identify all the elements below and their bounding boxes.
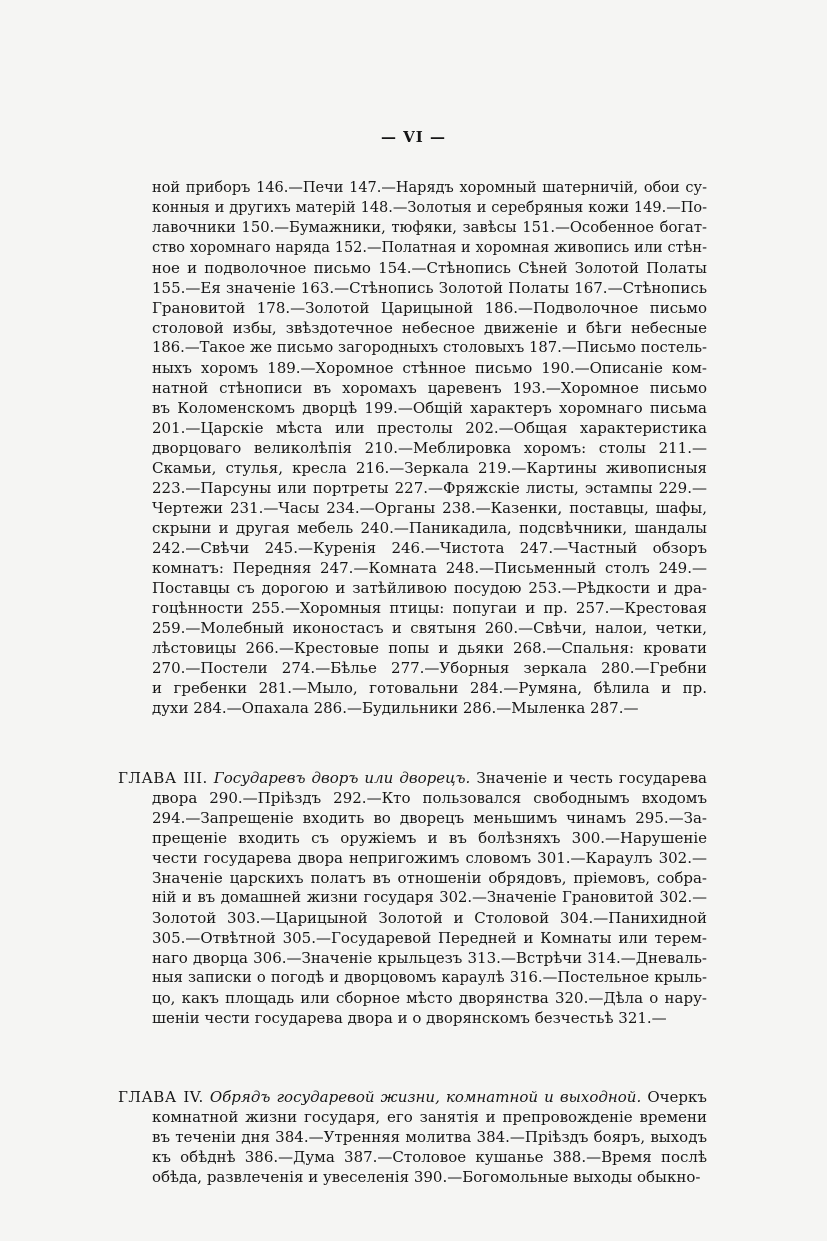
chapter-text-line: въ теченіи дня 384.—Утренняя молитва 384.—Пріѣздъ бояръ, выходъ	[152, 1128, 707, 1146]
chapter-text-line: ныя записки о погодѣ и дворцовомъ караулѣ 316.—Постельное крыль-	[152, 969, 707, 986]
text-line: 155.—Ея значеніе 163.—Стѣнопись Золотой Полаты 167.—Стѣнопись	[152, 279, 707, 297]
text-line: Грановитой 178.—Золотой Царицыной 186.—Подволочное письмо	[152, 299, 707, 317]
page-number: — VI —	[380, 128, 447, 146]
text-line: конныя и другихъ матерій 148.—Золотыя и серебряныя кожи 149.—По-	[152, 200, 707, 216]
text-line: гоцѣнности 255.—Хоромныя птицы: попугаи и пр. 257.—Крестовая	[152, 599, 707, 617]
chapter-text-line: прещеніе входить съ оружіемъ и въ болѣзняхъ 300.—Нарушеніе	[152, 829, 707, 847]
chapter-label: ГЛАВА IV.	[118, 1088, 204, 1106]
chapter-label: ГЛАВА III.	[118, 769, 208, 787]
chapter-text-line: цо, какъ площадь или сборное мѣсто дворянства 320.—Дѣла о нару-	[152, 989, 707, 1007]
chapter-text-line: шеніи чести государева двора и о дворянскомъ безчестьѣ 321.—	[152, 1009, 667, 1027]
text-line: ной приборъ 146.—Печи 147.—Нарядъ хоромный шатерничій, обои су-	[152, 180, 707, 196]
text-line: ство хоромнаго наряда 152.—Полатная и хоромная живопись или стѣн-	[152, 240, 707, 256]
text-line: духи 284.—Опахала 286.—Будильники 286.—Мыленка 287.—	[152, 699, 639, 717]
text-line: ное и подволочное письмо 154.—Стѣнопись Сѣней Золотой Полаты	[152, 259, 707, 277]
text-line: и гребенки 281.—Мыло, готовальни 284.—Румяна, бѣлила и пр.	[152, 679, 707, 697]
chapter-text-line: Золотой 303.—Царицыной Золотой и Столовой 304.—Панихидной	[152, 909, 707, 927]
text-line: дворцоваго великолѣпія 210.—Меблировка хоромъ: столы 211.—	[152, 439, 707, 457]
text-line: скрыни и другая мебель 240.—Паникадила, подсвѣчники, шандалы	[152, 519, 707, 537]
chapter-text-line: ній и въ домашней жизни государя 302.—Значеніе Грановитой 302.—	[152, 889, 707, 906]
text-line: 259.—Молебный иконостасъ и святыня 260.—Свѣчи, налои, четки,	[152, 619, 707, 637]
chapter-text-line: обѣда, развлеченія и увеселенія 390.—Богомольные выходы обыкно-	[152, 1168, 701, 1186]
chapter-text-line: 305.—Отвѣтной 305.—Государевой Передней и Комнаты или терем-	[152, 929, 707, 947]
text-line: комнатъ: Передняя 247.—Комната 248.—Письменный столъ 249.—	[152, 559, 707, 577]
chapter-text-line: наго дворца 306.—Значеніе крыльцезъ 313.—Встрѣчи 314.—Дневаль-	[152, 949, 707, 967]
chapter-heading-line	[118, 768, 707, 788]
text-line: столовой избы, звѣздотечное небесное движеніе и бѣги небесные	[152, 319, 707, 337]
text-line: лавочники 150.—Бумажники, тюфяки, завѣсы 151.—Особенное богат-	[152, 219, 707, 236]
chapter-summary-start: Значеніе и честь государева	[476, 769, 707, 787]
text-line: лѣстовицы 266.—Крестовые попы и дьяки 268.—Спальня: кровати	[152, 639, 707, 657]
chapter-text-line: Значеніе царскихъ полатъ въ отношеніи обрядовъ, пріемовъ, собра-	[152, 869, 707, 887]
text-line: 201.—Царскіе мѣста или престолы 202.—Общая характеристика	[152, 419, 707, 437]
chapter-title: Обрядъ государевой жизни, комнатной и выходной.	[209, 1088, 642, 1106]
text-line: 223.—Парсуны или портреты 227.—Фряжскіе листы, эстампы 229.—	[152, 479, 707, 497]
text-line: 186.—Такое же письмо загородныхъ столовыхъ 187.—Письмо постель-	[152, 339, 707, 356]
text-line: 242.—Свѣчи 245.—Куренія 246.—Чистота 247.—Частный обзоръ	[152, 539, 707, 557]
text-line: Чертежи 231.—Часы 234.—Органы 238.—Казенки, поставцы, шафы,	[152, 499, 707, 517]
text-line: ныхъ хоромъ 189.—Хоромное стѣнное письмо 190.—Описаніе ком-	[152, 359, 707, 377]
chapter-text-line: комнатной жизни государя, его занятія и препровожденіе времени	[152, 1108, 707, 1126]
text-line: Скамьи, стулья, кресла 216.—Зеркала 219.—Картины живописныя	[152, 459, 707, 477]
chapter-heading-line	[118, 1087, 707, 1107]
text-line: въ Коломенскомъ дворцѣ 199.—Общій характеръ хоромнаго письма	[152, 399, 707, 417]
chapter-text-line: къ обѣднѣ 386.—Дума 387.—Столовое кушанье 388.—Время послѣ	[152, 1148, 707, 1166]
text-line: натной стѣнописи въ хоромахъ царевенъ 193.—Хоромное письмо	[152, 379, 707, 397]
chapter-text-line: чести государева двора непригожимъ словомъ 301.—Карaулъ 302.—	[152, 849, 707, 867]
chapter-text-line: 294.—Запрещеніе входить во дворецъ меньшимъ чинамъ 295.—За-	[152, 809, 707, 827]
chapter-text-line: двора 290.—Пріѣздъ 292.—Кто пользовался свободнымъ входомъ	[152, 789, 707, 807]
chapter-title: Государевъ дворъ или дворецъ.	[213, 769, 471, 787]
chapter-summary-start: Очеркъ	[647, 1088, 707, 1106]
text-line: 270.—Постели 274.—Бѣлье 277.—Уборныя зеркала 280.—Гребни	[152, 659, 707, 677]
text-line: Поставцы съ дорогою и затѣйливою посудою 253.—Рѣдкости и дра-	[152, 579, 707, 597]
